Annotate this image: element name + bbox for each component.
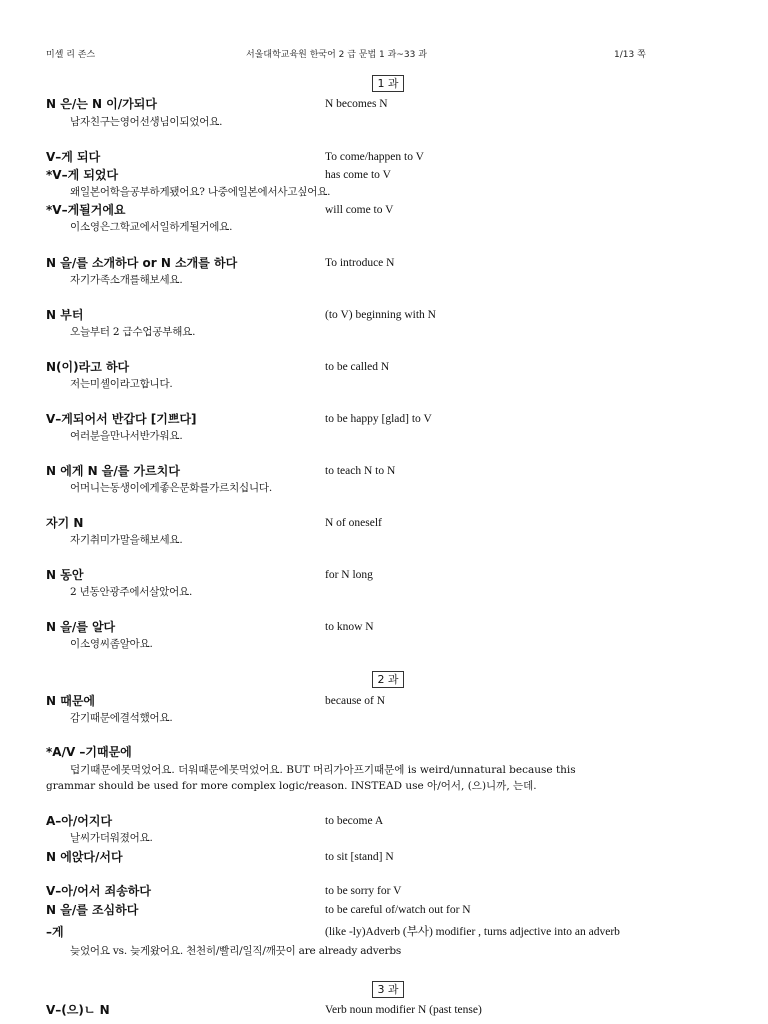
grammar-note-paragraph	[46, 762, 706, 794]
example-sentence: 왜일본어학을공부하게됐어요? 나중에일본에서사고싶어요.	[70, 186, 331, 198]
example-sentence: 어머니는동생이에게좋은문화를가르치십니다.	[70, 482, 272, 494]
grammar-pattern: N 은/는 N 이/가되다	[46, 97, 157, 111]
grammar-pattern: V–게되어서 반갑다 [기쁘다]	[46, 412, 197, 426]
grammar-note-line-1: 덥기때문에못먹었어요. 더워때문에못먹었어요. BUT 머리가아프기때문에 is weird/unnatural because this	[70, 764, 576, 776]
grammar-pattern: V–아/어서 죄송하다	[46, 884, 151, 898]
header-title: 서울대학교육원 한국어 2 급 문법 1 과~33 과	[246, 50, 427, 60]
example-sentence: 늦었어요 vs. 늦게왔어요. 천천히/빨리/일직/깨끗이 are already adverbs	[70, 945, 402, 957]
lesson-2-badge: 2 과	[372, 671, 404, 688]
grammar-meaning: to be careful of/watch out for N	[325, 904, 471, 916]
grammar-meaning: To come/happen to V	[325, 151, 424, 163]
grammar-meaning: to be sorry for V	[325, 885, 402, 897]
example-sentence: 이소영씨좀알아요.	[70, 638, 153, 650]
example-sentence: 남자친구는영어선생님이되었어요.	[70, 116, 223, 128]
grammar-meaning: Verb noun modifier N (past tense)	[325, 1004, 482, 1016]
grammar-pattern: N 때문에	[46, 694, 95, 708]
grammar-meaning: to be happy [glad] to V	[325, 413, 432, 425]
grammar-pattern: 자기 N	[46, 516, 84, 530]
grammar-meaning: for N long	[325, 569, 373, 581]
grammar-meaning: To introduce N	[325, 257, 395, 269]
grammar-meaning: N of oneself	[325, 517, 382, 529]
grammar-meaning: will come to V	[325, 204, 394, 216]
grammar-meaning: to teach N to N	[325, 465, 396, 477]
example-sentence: 여러분을만나서반가워요.	[70, 430, 183, 442]
grammar-meaning: (to V) beginning with N	[325, 309, 436, 321]
grammar-pattern: N 에게 N 을/를 가르치다	[46, 464, 180, 478]
grammar-pattern: N 에앉다/서다	[46, 850, 123, 864]
lesson-3-badge: 3 과	[372, 981, 404, 998]
grammar-pattern: –게	[46, 925, 64, 939]
grammar-pattern: *V–게 되었다	[46, 168, 119, 182]
example-sentence: 감기때문에결석했어요.	[70, 712, 173, 724]
grammar-pattern: V–게 되다	[46, 150, 101, 164]
lesson-1-badge: 1 과	[372, 75, 404, 92]
grammar-meaning: N becomes N	[325, 98, 388, 110]
grammar-pattern: A–아/어지다	[46, 814, 113, 828]
example-sentence: 이소영은그학교에서일하게될거에요.	[70, 221, 233, 233]
example-sentence: 날씨가더워졌어요.	[70, 832, 153, 844]
grammar-meaning: has come to V	[325, 169, 391, 181]
example-sentence: 자기가족소개를해보세요.	[70, 274, 183, 286]
grammar-pattern: N 을/를 알다	[46, 620, 116, 634]
grammar-pattern: *A/V –기때문에	[46, 745, 132, 759]
grammar-pattern: *V–게될거에요	[46, 203, 126, 217]
grammar-meaning: (like -ly)Adverb (부사) modifier , turns adjective into an adverb	[325, 926, 620, 938]
example-sentence: 오늘부터 2 급수업공부해요.	[70, 326, 196, 338]
grammar-meaning: to be called N	[325, 361, 390, 373]
grammar-pattern: N 을/를 소개하다 or N 소개를 하다	[46, 256, 238, 270]
grammar-meaning: to know N	[325, 621, 374, 633]
grammar-pattern: N(이)라고 하다	[46, 360, 130, 374]
grammar-pattern: V–(으)ㄴ N	[46, 1003, 110, 1017]
grammar-pattern: N 을/를 조심하다	[46, 903, 139, 917]
grammar-pattern: N 부터	[46, 308, 84, 322]
header-author: 미셸 리 존스	[46, 50, 96, 60]
grammar-pattern: N 동안	[46, 568, 84, 582]
example-sentence: 저는미셸이라고합니다.	[70, 378, 173, 390]
grammar-meaning: to sit [stand] N	[325, 851, 394, 863]
grammar-meaning: to become A	[325, 815, 384, 827]
header-page-number: 1/13 쪽	[614, 50, 646, 60]
grammar-meaning: because of N	[325, 695, 386, 707]
example-sentence: 자기취미가말을해보세요.	[70, 534, 183, 546]
grammar-note-line-2: grammar should be used for more complex logic/reason. INSTEAD use 아/어서, (으)니까, 는데.	[46, 780, 537, 792]
example-sentence: 2 년동안광주에서살았어요.	[70, 586, 193, 598]
